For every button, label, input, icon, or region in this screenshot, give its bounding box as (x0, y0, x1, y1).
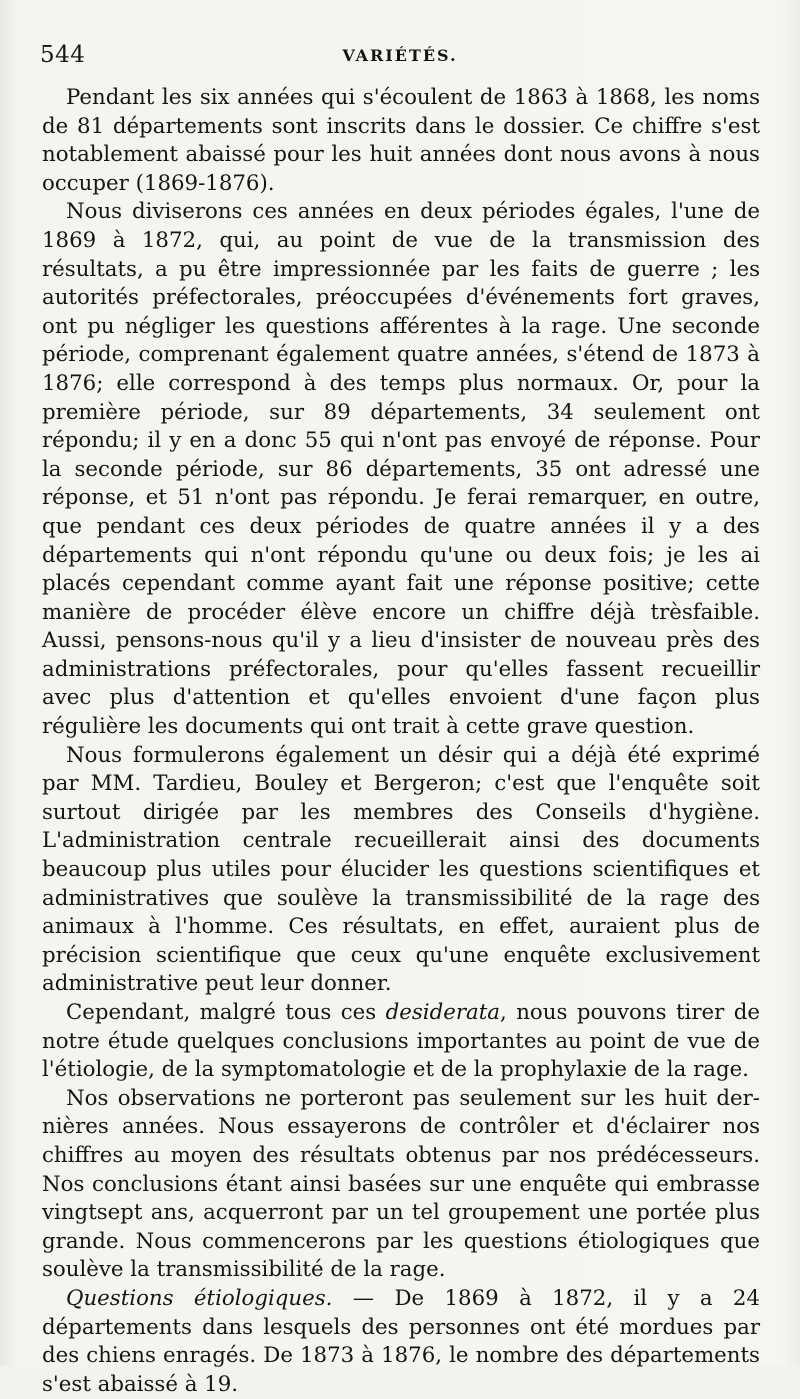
body-text (42, 84, 760, 1399)
paragraph (42, 84, 760, 198)
text-segment: Nos observations ne porteront pas seulement sur les huit dernières années. Nous essayerons de contrôler et d'éclairer nos chiffres au moyen des résultats obtenus par nos prédécesseurs. Nos conclusions étant ainsi basées sur une enquête qui embrasse vingtsept ans, acquerront par un tel groupement une portée plus grande. Nous commencerons par les questions étiologiques que soulève la transmissibilité de la rage. (42, 1085, 760, 1283)
text-segment: — De 1869 à 1872, il y a 24 départements dans lesquels des personnes ont été mordues par des chiens enragés. De 1873 à 1876, le nombre des départements s'est abaissé à 19. (42, 1285, 760, 1397)
section-heading-inline: Questions étiologiques. (66, 1285, 333, 1311)
page-header (40, 42, 760, 72)
text-segment: , nous pouvons tirer de notre étude quelques conclusions importantes au point de vue de l'étiologie, de la symptomatologie et de la prophylaxie de la rage. (42, 1000, 760, 1083)
text-segment: Cependant, malgré tous ces (66, 1000, 386, 1025)
italic-term: desiderata (385, 1000, 500, 1025)
text-segment: Nous formulerons également un désir qui a déjà été exprimé par MM. Tardieu, Bouley et Bergeron; c'est que l'enquête soit surtout dirigée par les membres des Conseils d'hygiène. L'administration centrale recueillerait ainsi des documents beaucoup plus utiles pour élucider les questions scientifiques et administratives que soulève la transmissibilité de la rage des animaux à l'homme. Ces résultats, en effet, auraient plus de précision scientifique que ceux qu'une enquête exclusivement administrative peut leur donner. (42, 742, 760, 997)
paragraph (42, 999, 760, 1085)
paragraph (42, 1085, 760, 1285)
text-segment: Pendant les six années qui s'écoulent de 1863 à 1868, les noms de 81 départements sont inscrits dans le dossier. Ce chiffre s'est notablement abaissé pour les huit années dont nous avons à nous occuper (1869-1876). (42, 85, 760, 196)
paragraph (42, 1285, 760, 1399)
paragraph (42, 742, 760, 999)
paragraph (42, 198, 760, 741)
page-number: 544 (40, 42, 86, 68)
running-head: VARIÉTÉS. (342, 46, 458, 65)
text-segment: Nous diviserons ces années en deux périodes égales, l'une de 1869 à 1872, qui, au point de vue de la transmission des résultats, a pu être impressionnée par les faits de guerre ; les autorités préfectorales, préoccupées d'événements fort graves, ont pu négliger les questions afférentes à la rage. Une seconde période, comprenant également quatre années, s'étend de 1873 à 1876; elle correspond à des temps plus normaux. Or, pour la première période, sur 89 départements, 34 seulement ont répondu; il y en a donc 55 qui n'ont pas envoyé de réponse. Pour la seconde période, sur 86 départements, 35 ont adressé une réponse, et 51 n'ont pas répondu. Je ferai remarquer, en outre, que pendant ces deux périodes de quatre années il y a des départements qui n'ont répondu qu'une ou deux fois; je les ai placés cependant comme ayant fait une réponse positive; cette manière de procéder élève encore un chiffre déjà trèsfaible. Aussi, pensons-nous qu'il y a lieu d'insister de nouveau près des administrations préfectorales, pour qu'elles fassent recueillir avec plus d'attention et qu'elles envoient d'une façon plus régulière les documents qui ont trait à cette grave question. (42, 199, 760, 740)
